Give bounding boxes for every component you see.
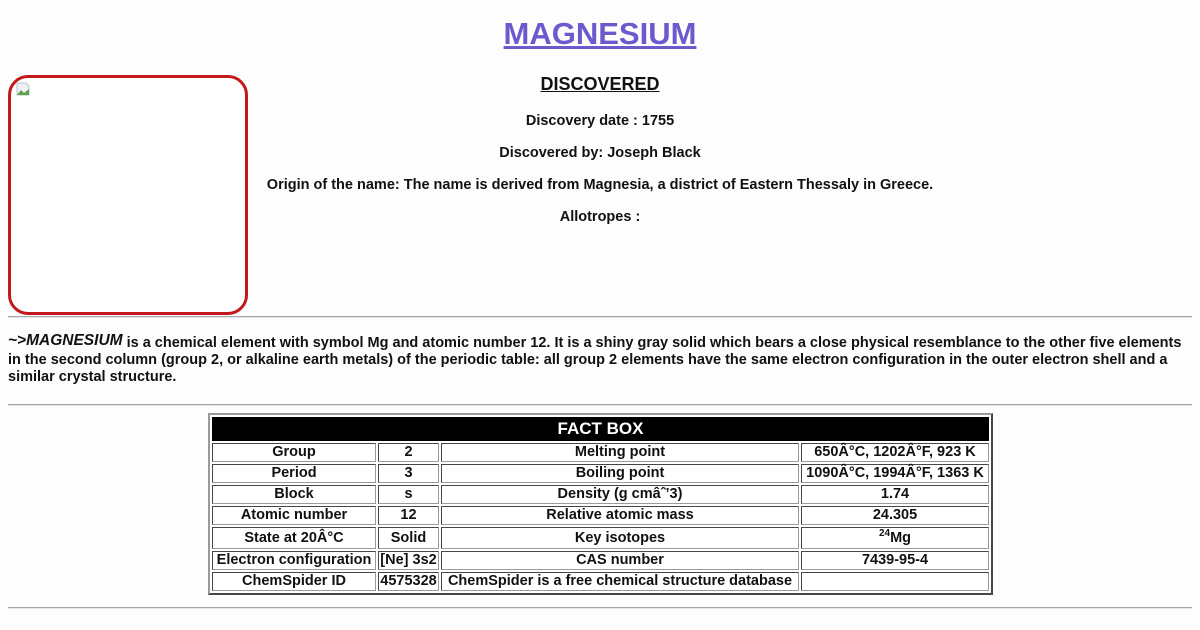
fact-label: Period — [212, 464, 376, 483]
table-row — [212, 527, 989, 549]
fact-label: State at 20Â°C — [212, 527, 376, 549]
table-row — [212, 443, 989, 462]
fact-label: Key isotopes — [441, 527, 799, 549]
intro-text: is a chemical element with symbol Mg and atomic number 12. It is a shiny gray solid which bears a close physical resemblance to the other five elements in the second column (group 2, or alkaline earth metals) of the periodic table: all group 2 elements have the same electron configuration in the outer electron shell and a similar crystal structure. — [8, 335, 1182, 385]
fact-label: Boiling point — [441, 464, 799, 483]
fact-value: 1.74 — [801, 485, 989, 504]
fact-label: Atomic number — [212, 506, 376, 525]
fact-value: 1090Â°C, 1994Â°F, 1363 K — [801, 464, 989, 483]
fact-value — [801, 527, 989, 549]
table-row — [212, 551, 989, 570]
fact-value: 2 — [378, 443, 439, 462]
fact-value: 650Â°C, 1202Â°F, 923 K — [801, 443, 989, 462]
fact-box-header: FACT BOX — [212, 417, 989, 441]
fact-label: Block — [212, 485, 376, 504]
fact-value: 24.305 — [801, 506, 989, 525]
element-image-frame — [8, 75, 248, 315]
fact-label: Group — [212, 443, 376, 462]
fact-label: Melting point — [441, 443, 799, 462]
fact-label: Electron configuration — [212, 551, 376, 570]
name-origin: Origin of the name: The name is derived from Magnesia, a district of Eastern Thessaly in Greece. — [266, 177, 934, 193]
fact-value: [Ne] 3s2 — [378, 551, 439, 570]
intro-paragraph — [8, 332, 1192, 386]
table-row — [212, 464, 989, 483]
table-row — [212, 572, 989, 591]
divider — [8, 404, 1192, 406]
fact-value: 7439-95-4 — [801, 551, 989, 570]
fact-value: 3 — [378, 464, 439, 483]
fact-label: ChemSpider ID — [212, 572, 376, 591]
intro-lead: ~>MAGNESIUM — [8, 332, 123, 349]
isotope-mass-number: 24 — [878, 527, 891, 539]
divider — [8, 316, 1192, 318]
discovered-heading: DISCOVERED — [540, 74, 660, 94]
fact-label: ChemSpider is a free chemical structure database — [441, 572, 799, 591]
discovery-date: Discovery date : 1755 — [525, 113, 675, 129]
page-title[interactable]: MAGNESIUM — [503, 16, 697, 51]
table-row — [212, 485, 989, 504]
fact-label: Relative atomic mass — [441, 506, 799, 525]
fact-label: CAS number — [441, 551, 799, 570]
allotropes: Allotropes : — [559, 209, 641, 225]
discovered-by: Discovered by: Joseph Black — [499, 145, 701, 161]
fact-value — [801, 572, 989, 591]
fact-value: Solid — [378, 527, 439, 549]
fact-value: 12 — [378, 506, 439, 525]
isotope-symbol: Mg — [890, 529, 912, 546]
divider — [8, 607, 1192, 609]
table-row — [212, 506, 989, 525]
fact-label: Density (g cmâˆ’3) — [441, 485, 799, 504]
fact-value: s — [378, 485, 439, 504]
fact-box-table — [208, 413, 993, 595]
fact-value: 4575328 — [378, 572, 439, 591]
